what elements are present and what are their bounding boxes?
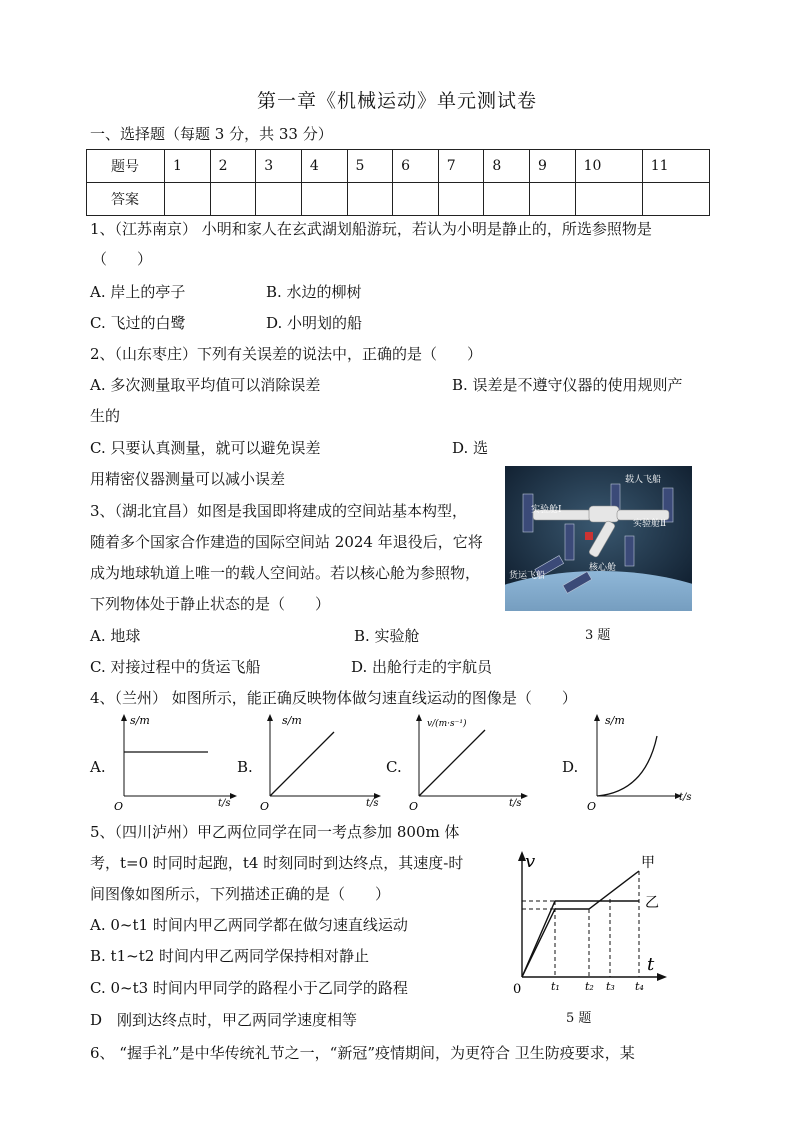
question-1-option-c: C. 飞过的白鹭: [90, 314, 186, 332]
v-label: v: [525, 851, 536, 872]
graph-b-line: [270, 732, 334, 796]
yi-label: 乙: [645, 895, 659, 911]
graph-d-curve: [597, 736, 657, 796]
question-1-stem: 1、（江苏南京） 小明和家人在玄武湖划船游玩，若认为小明是静止的，所选参照物是: [90, 220, 652, 238]
question-2-option-b-cont: 生的: [90, 407, 121, 425]
velocity-time-graph: [505, 845, 675, 997]
question-5-option-d: D 刚到达终点时，甲乙两同学速度相等: [90, 1011, 358, 1029]
y-label: v/(m·s⁻¹): [427, 719, 467, 729]
graph-a-option: A.: [90, 758, 106, 776]
y-label: s/m: [605, 714, 625, 727]
graph-b-option: B.: [237, 758, 253, 776]
x-label: t/s: [366, 798, 379, 809]
y-axis-arrow: [594, 714, 600, 721]
t-axis-arrow: [657, 973, 667, 981]
question-3-line: 下列物体处于静止状态的是（ ）: [90, 595, 331, 613]
table-cell: 2: [210, 150, 256, 183]
space-station-image: [505, 466, 692, 611]
answer-cell[interactable]: [530, 183, 576, 216]
x-label: t/s: [218, 798, 231, 809]
t4-label: t₄: [635, 980, 644, 993]
label-lab-2: 实验舱Ⅱ: [633, 519, 667, 529]
graph-c-line: [419, 730, 485, 796]
table-cell: 8: [484, 150, 530, 183]
graph-c: [407, 712, 535, 812]
table-cell: 4: [301, 150, 347, 183]
t-label: t: [647, 954, 655, 975]
question-3-option-d: D. 出舱行走的宇航员: [351, 658, 493, 676]
section-heading: 一、选择题（每题 3 分，共 33 分）: [90, 125, 333, 143]
question-5-option-b: B. t1~t2 时间内甲乙两同学保持相对静止: [90, 947, 370, 965]
question-5-option-c: C. 0~t3 时间内甲同学的路程小于乙同学的路程: [90, 979, 408, 997]
table-cell: 1: [165, 150, 211, 183]
answer-cell[interactable]: [347, 183, 393, 216]
y-axis-arrow: [416, 714, 422, 721]
label-crew-ship: 载人飞船: [625, 475, 662, 485]
question-5-line: 5、（四川泸州）甲乙两位同学在同一考点参加 800m 体: [90, 823, 460, 841]
answer-cell[interactable]: [301, 183, 347, 216]
question-1-paren: （ ）: [92, 250, 153, 268]
question-2-stem: 2、（山东枣庄）下列有关误差的说法中，正确的是（ ）: [90, 345, 483, 363]
answer-table: [86, 149, 710, 216]
figure-3-caption: 3 题: [585, 628, 611, 643]
graph-c-option: C.: [386, 758, 402, 776]
t3-label: t₃: [606, 980, 615, 993]
question-1-option-a: A. 岸上的亭子: [90, 283, 186, 301]
graph-b: [258, 712, 388, 812]
table-cell: 7: [438, 150, 484, 183]
x-axis-arrow: [230, 793, 237, 799]
graph-d-option: D.: [562, 758, 579, 776]
answer-cell[interactable]: [642, 183, 709, 216]
question-2-option-c: C. 只要认真测量，就可以避免误差: [90, 439, 321, 457]
y-label: s/m: [282, 714, 302, 727]
question-3-option-a: A. 地球: [90, 627, 141, 645]
t2-label: t₂: [585, 980, 594, 993]
question-3-line: 随着多个国家合作建造的国际空间站 2024 年退役后，它将: [90, 533, 483, 551]
x-label: t/s: [509, 798, 522, 809]
table-header-cell: 题号: [87, 150, 165, 183]
table-header-cell: 答案: [87, 183, 165, 216]
y-axis-arrow: [267, 714, 273, 721]
label-core-module: 核心舱: [589, 563, 617, 573]
answer-cell[interactable]: [210, 183, 256, 216]
table-row: [87, 183, 710, 216]
question-1-option-d: D. 小明划的船: [266, 314, 363, 332]
question-2-option-a: A. 多次测量取平均值可以消除误差: [90, 376, 321, 394]
answer-cell[interactable]: [165, 183, 211, 216]
table-cell: 9: [530, 150, 576, 183]
origin-label: 0: [513, 982, 522, 997]
y-axis-arrow: [121, 714, 127, 721]
question-4-stem: 4、（兰州） 如图所示，能正确反映物体做匀速直线运动的图像是（ ）: [90, 689, 577, 707]
table-cell: 5: [347, 150, 393, 183]
x-axis-arrow: [521, 793, 528, 799]
graph-a: [110, 712, 240, 812]
question-6-stem: 6、 “握手礼”是中华传统礼节之一，“新冠”疫情期间，为更符合 卫生防疫要求，某: [90, 1044, 635, 1062]
jia-label: 甲: [641, 855, 655, 871]
question-5-line: 间图像如图所示，下列描述正确的是（ ）: [90, 885, 391, 903]
answer-cell[interactable]: [256, 183, 302, 216]
question-2-option-d: D. 选: [452, 439, 489, 457]
origin-label: O: [114, 800, 124, 812]
table-cell: 6: [393, 150, 439, 183]
label-cargo-ship: 货运飞船: [509, 571, 546, 581]
origin-label: O: [260, 800, 270, 812]
question-3-option-b: B. 实验舱: [354, 627, 420, 645]
table-row: [87, 150, 710, 183]
page-title: 第一章《机械运动》单元测试卷: [256, 90, 537, 112]
question-3-option-c: C. 对接过程中的货运飞船: [90, 658, 261, 676]
answer-cell[interactable]: [438, 183, 484, 216]
table-cell: 10: [575, 150, 642, 183]
label-lab-1: 实验舱Ⅰ: [531, 505, 562, 515]
question-5-option-a: A. 0~t1 时间内甲乙两同学都在做匀速直线运动: [90, 916, 408, 934]
question-2-option-b: B. 误差是不遵守仪器的使用规则产: [452, 376, 683, 394]
question-3-line: 成为地球轨道上唯一的载人空间站。若以核心舱为参照物，: [90, 564, 481, 582]
jia-line: [522, 871, 639, 977]
figure-5-caption: 5 题: [566, 1011, 592, 1026]
answer-cell[interactable]: [484, 183, 530, 216]
question-2-option-d-cont: 用精密仪器测量可以减小误差: [90, 470, 286, 488]
x-label: t/s: [679, 792, 692, 803]
origin-label: O: [409, 800, 419, 812]
t1-label: t₁: [551, 980, 560, 993]
question-3-line: 3、（湖北宜昌）如图是我国即将建成的空间站基本构型，: [90, 502, 468, 520]
y-label: s/m: [130, 714, 150, 727]
graph-d: [585, 712, 700, 812]
answer-cell[interactable]: [575, 183, 642, 216]
answer-cell[interactable]: [393, 183, 439, 216]
yi-line: [522, 901, 639, 977]
question-1-option-b: B. 水边的柳树: [266, 283, 362, 301]
origin-label: O: [587, 800, 597, 812]
table-cell: 11: [642, 150, 709, 183]
question-5-line: 考，t=0 时同时起跑，t4 时刻同时到达终点，其速度-时: [90, 854, 464, 872]
table-cell: 3: [256, 150, 302, 183]
